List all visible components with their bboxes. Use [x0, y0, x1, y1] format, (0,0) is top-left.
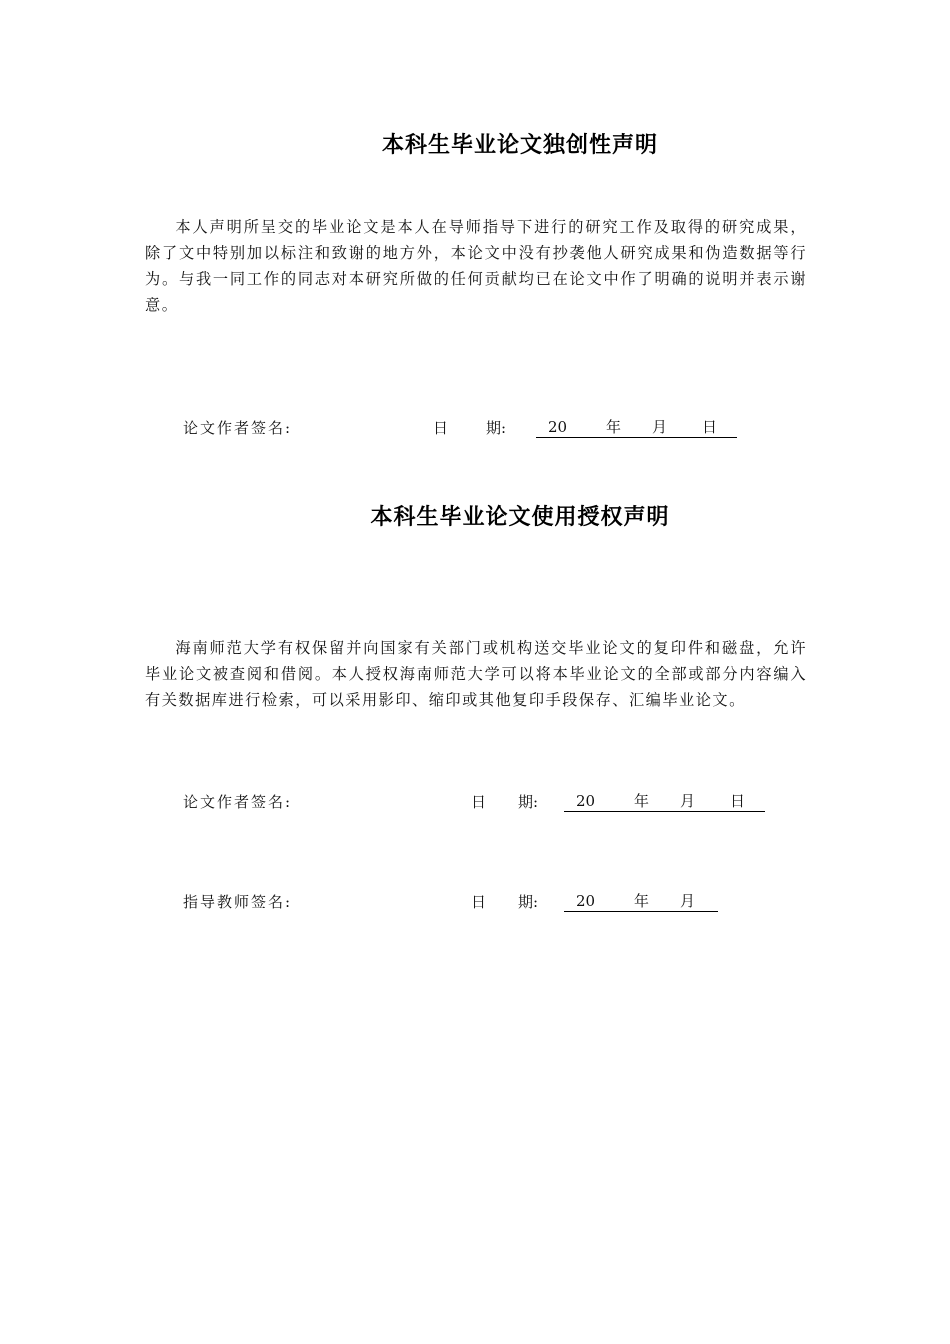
year-prefix: 20	[576, 792, 596, 810]
authorization-author-date-label	[471, 791, 538, 812]
originality-title: 本科生毕业论文独创性声明	[381, 133, 658, 158]
advisor-signature-label: 指导教师签名:	[183, 893, 293, 911]
date-label-qi: 期:	[518, 893, 539, 911]
year-label: 年	[634, 792, 650, 810]
month-label: 月	[680, 792, 696, 810]
authorization-title: 本科生毕业论文使用授权声明	[370, 505, 670, 530]
date-label-ri: 日	[433, 419, 449, 437]
day-label: 日	[702, 418, 718, 436]
year-prefix: 20	[548, 418, 568, 436]
year-label: 年	[634, 892, 650, 910]
date-label-ri: 日	[471, 793, 487, 811]
authorization-author-signature-label: 论文作者签名:	[183, 793, 293, 811]
year-label: 年	[606, 418, 622, 436]
originality-date-line[interactable]	[536, 417, 737, 438]
authorization-body: 海南师范大学有权保留并向国家有关部门或机构送交毕业论文的复印件和磁盘，允许毕业论文被查阅和借阅。本人授权海南师范大学可以将本毕业论文的全部或部分内容编入有关数据库进行检索，可以采用影印、缩印或其他复印手段保存、汇编毕业论文。	[145, 639, 807, 709]
originality-body: 本人声明所呈交的毕业论文是本人在导师指导下进行的研究工作及取得的研究成果，除了文中特别加以标注和致谢的地方外，本论文中没有抄袭他人研究成果和伪造数据等行为。与我一同工作的同志对本研究所做的任何贡献均已在论文中作了明确的说明并表示谢意。	[145, 218, 807, 314]
advisor-date-label	[471, 891, 538, 912]
originality-date-label	[433, 417, 506, 438]
date-label-ri: 日	[471, 893, 487, 911]
date-label-qi: 期:	[518, 793, 539, 811]
day-label: 日	[730, 792, 746, 810]
month-label: 月	[652, 418, 668, 436]
month-label: 月	[680, 892, 696, 910]
year-prefix: 20	[576, 892, 596, 910]
date-label-qi: 期:	[486, 419, 507, 437]
advisor-date-line[interactable]	[564, 891, 718, 912]
originality-author-signature-label: 论文作者签名:	[183, 419, 293, 437]
authorization-author-date-line[interactable]	[564, 791, 765, 812]
